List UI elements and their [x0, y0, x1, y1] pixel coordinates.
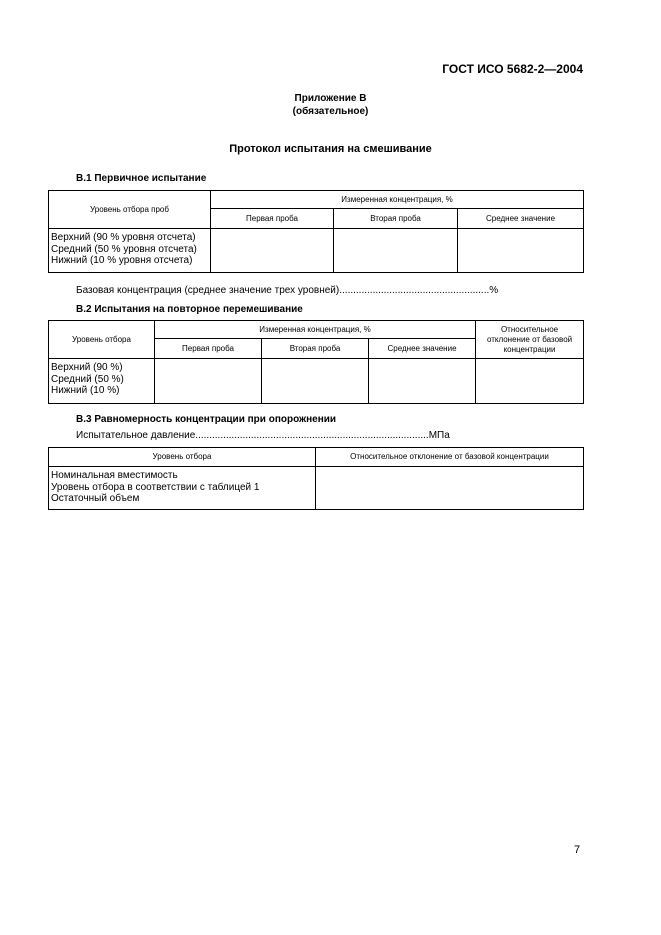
level-middle: Средний (50 %): [51, 373, 124, 385]
base-concentration-line: Базовая концентрация (среднее значение трех уровней)......................................................%: [76, 285, 499, 296]
col-header-measured-concentration: Измеренная концентрация, %: [211, 191, 584, 209]
protocol-title: Протокол испытания на смешивание: [229, 143, 432, 155]
sampling-levels-cell: [49, 229, 211, 273]
level-residual-volume: Остаточный объем: [51, 493, 140, 504]
col-header-mean-value: Среднее значение: [458, 209, 584, 229]
sampling-levels-cell: [49, 359, 155, 404]
sampling-levels-cell: [49, 467, 316, 510]
section-heading-b3: В.3 Равномерность концентрации при опорожнении: [76, 414, 337, 425]
col-header-mean-value: Среднее значение: [369, 339, 476, 359]
col-header-second-sample: Вторая проба: [334, 209, 458, 229]
first-sample-cell[interactable]: [155, 359, 262, 404]
page-number: 7: [574, 844, 581, 856]
primary-test-table: [48, 190, 584, 273]
annex-title: Приложение В: [294, 93, 367, 104]
level-middle: Средний (50 % уровня отсчета): [51, 243, 197, 255]
col-header-relative-deviation: Относительное отклонение от базовой концентрации: [476, 321, 584, 359]
document-code: ГОСТ ИСО 5682-2—2004: [442, 62, 583, 76]
level-upper: Верхний (90 % уровня отсчета): [51, 232, 196, 243]
section-heading-b2: В.2 Испытания на повторное перемешивание: [76, 304, 303, 315]
level-lower: Нижний (10 %): [51, 385, 120, 396]
col-header-sampling-level: Уровень отбора проб: [49, 191, 211, 229]
mean-value-cell[interactable]: [369, 359, 476, 404]
first-sample-cell[interactable]: [211, 229, 334, 273]
col-header-sampling-level: Уровень отбора: [49, 321, 155, 359]
col-header-sampling-level: Уровень отбора: [49, 448, 316, 467]
second-sample-cell[interactable]: [334, 229, 458, 273]
table-row: [49, 229, 584, 273]
level-per-table-1: Уровень отбора в соответствии с таблицей 1: [51, 481, 260, 493]
col-header-relative-deviation: Относительное отклонение от базовой концентрации: [316, 448, 584, 467]
col-header-first-sample: Первая проба: [211, 209, 334, 229]
emptying-uniformity-table: [48, 447, 584, 510]
col-header-first-sample: Первая проба: [155, 339, 262, 359]
level-nominal-capacity: Номинальная вместимость: [51, 470, 178, 481]
table-row: [49, 359, 584, 404]
table-row: [49, 467, 584, 510]
relative-deviation-cell[interactable]: [316, 467, 584, 510]
annex-subtitle: (обязательное): [292, 106, 369, 117]
relative-deviation-cell[interactable]: [476, 359, 584, 404]
second-sample-cell[interactable]: [262, 359, 369, 404]
col-header-second-sample: Вторая проба: [262, 339, 369, 359]
level-lower: Нижний (10 % уровня отсчета): [51, 255, 193, 266]
mean-value-cell[interactable]: [458, 229, 584, 273]
section-heading-b1: В.1 Первичное испытание: [76, 173, 207, 184]
test-pressure-line: Испытательное давление....................................................................................МПа: [76, 430, 450, 441]
col-header-measured-concentration: Измеренная концентрация, %: [155, 321, 476, 339]
level-upper: Верхний (90 %): [51, 362, 123, 373]
remixing-test-table: [48, 320, 584, 404]
